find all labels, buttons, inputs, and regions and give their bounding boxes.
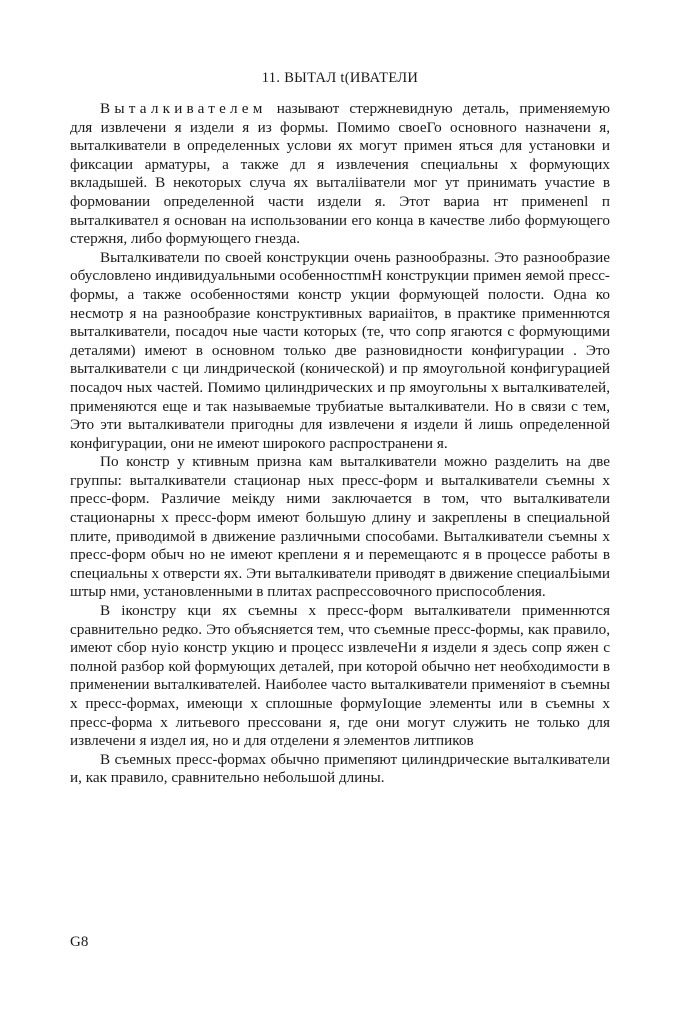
page-number: G8 bbox=[70, 934, 89, 950]
paragraph-2: Выталкиватели по своей конструкции очень разнообразны. Это разнообразие обусловлено индивидуальными особенностпмН конструкции примен яемой пресс-формы, а также особенностями констр укции формующей полости. Одна ко несмотр я на разнообразие конструктивных вариаiiтов, в практике применнются выталкиватели, посадоч ные части которых (те, что сопр ягаются с формующими деталями) имеют в основном только две разновидности конфигурации . Это выталкиватели с ци линдрической (конической) и пр ямоугольной конфигурацией посадоч ных частей. Помимо цилиндрических и пр ямоугольны х выталкивателей, применяются еще и так называемые трубиатые выталкиватели. Но в связи с тем, Это эти выталкиватели пригодны для извлечени я издели й лишь определенной конфигурации, они не имеют широкого распространени я. bbox=[70, 248, 610, 452]
paragraph-4: В iконстру кци ях съемны х пресс-форм выталкиватели применнются сравнительно редко. Это объясняется тем, что съемные пресс-формы, как правило, имеют сбор нуiо констр укцию и процесс извлечеНи я издели я здесь сопр яжен с полной разбор кой формующих деталей, при которой обычно нет необходимости в применении выталкивателей. Наиболее часто выталкиватели применяiот в съемны х пресс-формах, имеющи х сплошные формуIощие элементы или в съемны х пресс-форма х литьевого прессовани я, где они могут служить не только для извлечени я издел ия, но и для отделени я элементов литпиков bbox=[70, 602, 610, 750]
document-page bbox=[70, 68, 610, 788]
paragraph-1 bbox=[70, 100, 610, 249]
paragraph-5: В съемных пресс-формах обычно примепяют цилиндрические выталкиватели и, как правило, сравнительно небольшой длины. bbox=[70, 750, 610, 787]
paragraph-3: По констр у ктивным призна кам выталкиватели можно разделить на две группы: выталкиватели стационар ных пресс-форм и выталкиватели съемны х пресс-форм. Различие меiкду ними заключается в том, что выталкиватели стационарны х пресс-форм имеют большую длину и закреплены в специальной плите, приводимой в движение различными способами. Выталкиватели съемны х пресс-форм обыч но не имеют креплени я и перемещаютс я в процессе работы в специальны х отверсти ях. Эти выталкиватели приводят в движение специалЬiыми штыр нми, установленными в плитах распрессовочного приспособления. bbox=[70, 453, 610, 601]
paragraph-1-text: называют стержневидную деталь, применяемую для извлечени я издели я из формы. Помимо своеГо основного назначени я, выталкиватели в определенных услови ях могут примен яться для установки и фиксации арматуры, а также дл я извлечения специальны х формующих вкладышей. В некоторых случа ях выталiiватели мог ут принимать участие в формовании определенной части издели я. Этот вариа нт применеnl п выталкивател я основан на использовании его конца в качестве либо формующего стержня, либо формующего гнезда. bbox=[70, 100, 610, 248]
emphasized-term: Выталкивателем bbox=[100, 100, 267, 117]
section-heading: 11. ВЫТАЛ t(ИВАТЕЛИ bbox=[261, 70, 419, 86]
